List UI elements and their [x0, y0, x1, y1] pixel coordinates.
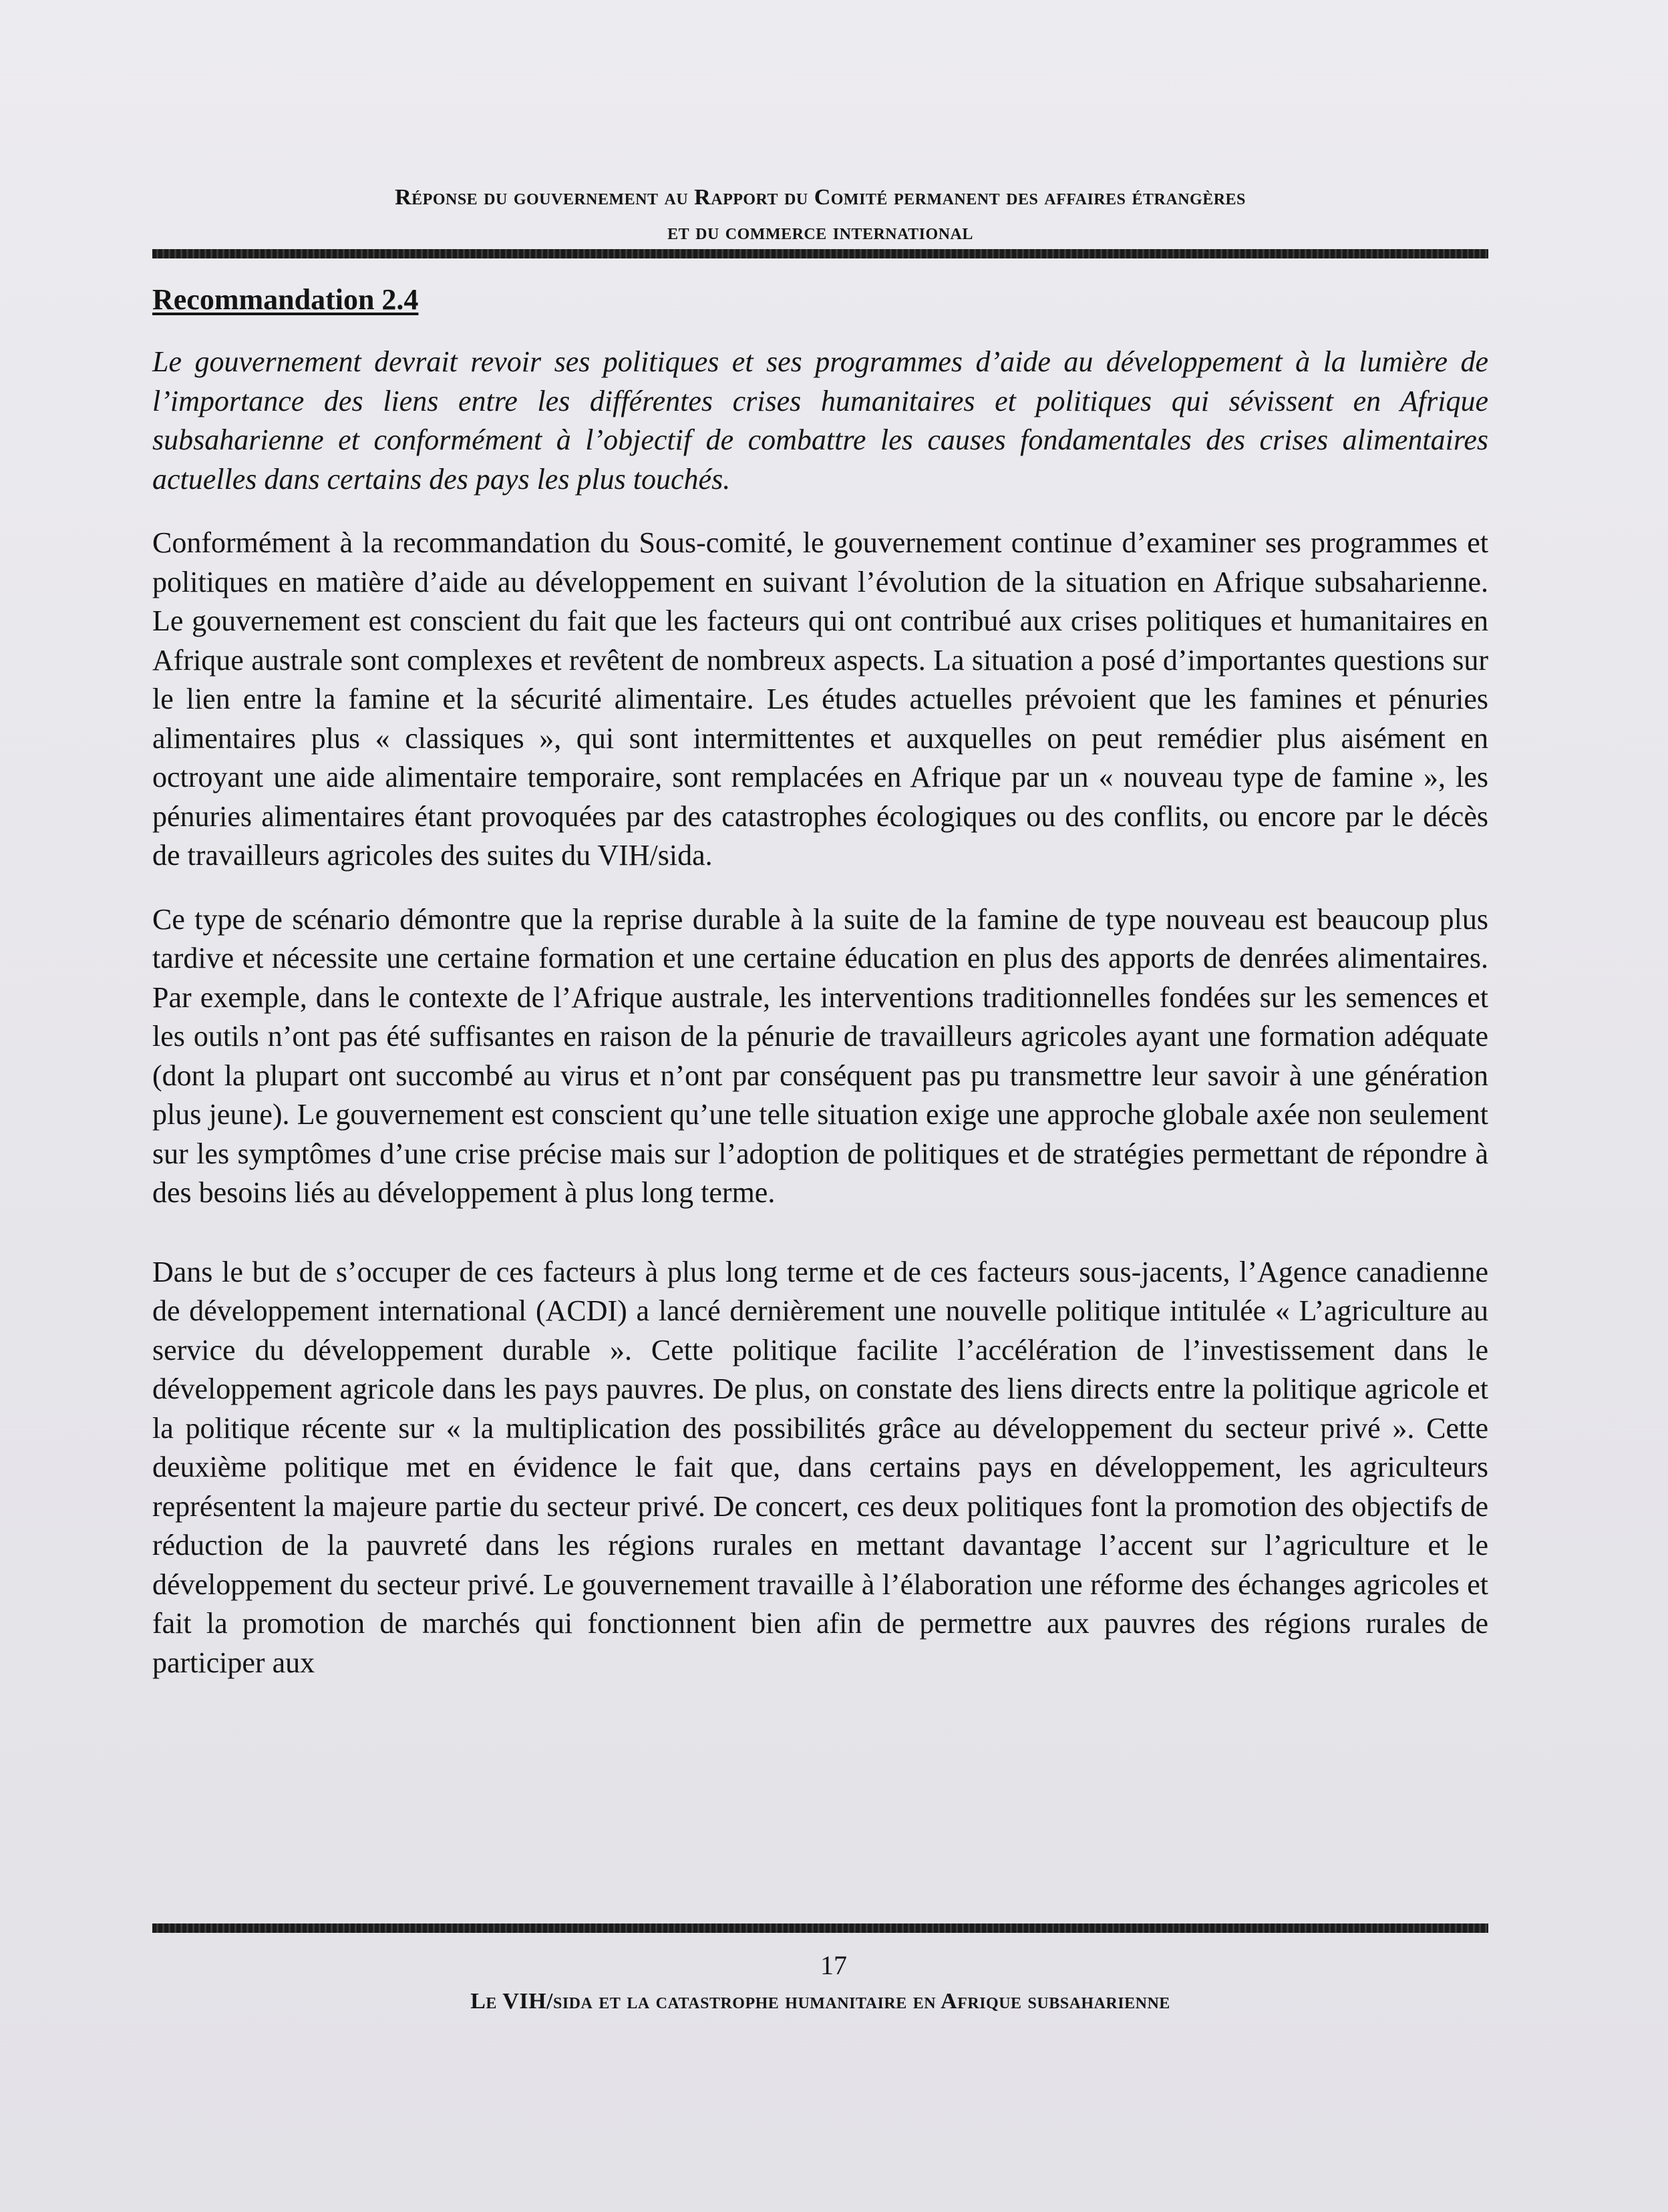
running-header-line-1: Réponse du gouvernement au Rapport du Comité permanent des affaires étrangères: [395, 185, 1246, 210]
section-heading: Recommandation 2.4: [152, 283, 419, 316]
page-body: [152, 281, 1488, 1707]
running-header: [152, 180, 1488, 250]
running-footer: Le VIH/sida et la catastrophe humanitaire en Afrique subsaharienne: [470, 1989, 1170, 2014]
running-header-line-2: et du commerce international: [667, 220, 973, 244]
header-divider: [152, 249, 1488, 258]
footer-divider: [152, 1923, 1488, 1933]
paragraph-1: Conformément à la recommandation du Sous-comité, le gouvernement continue d’examiner ses programmes et politiques en matière d’aide au développement en suivant l’évolution de la situation en Afrique subsaharienne. Le gouvernement est conscient du fait que les facteurs qui ont contribué aux crises politiques et humanitaires en Afrique australe sont complexes et revêtent de nombreux aspects. La situation a posé d’importantes questions sur le lien entre la famine et la sécurité alimentaire. Les études actuelles prévoient que les famines et pénuries alimentaires plus « classiques », qui sont intermittentes et auxquelles on peut remédier plus aisément en octroyant une aide alimentaire temporaire, sont remplacées en Afrique par un « nouveau type de famine », les pénuries alimentaires étant provoquées par des catastrophes écologiques ou des conflits, ou encore par le décès de travailleurs agricoles des suites du VIH/sida.: [152, 526, 1488, 872]
paragraph-3: Dans le but de s’occuper de ces facteurs à plus long terme et de ces facteurs sous-jacents, l’Agence canadienne de développement international (ACDI) a lancé dernièrement une nouvelle politique intitulée « L’agriculture au service du développement durable ». Cette politique facilite l’accélération de l’investissement dans le développement agricole dans les pays pauvres. De plus, on constate des liens directs entre la politique agricole et la politique récente sur « la multiplication des possibilités grâce au développement du secteur privé ». Cette deuxième politique met en évidence le fait que, dans certains pays en développement, les agriculteurs représentent la majeure partie du secteur privé. De concert, ces deux politiques font la promotion des objectifs de réduction de la pauvreté dans les régions rurales en mettant davantage l’accent sur l’agriculture et le développement du secteur privé. Le gouvernement travaille à l’élaboration une réforme des échanges agricoles et fait la promotion de marchés qui fonctionnent bien afin de permettre aux pauvres des régions rurales de participer aux: [152, 1255, 1488, 1679]
recommendation-text: Le gouvernement devrait revoir ses politiques et ses programmes d’aide au développement à la lumière de l’importance des liens entre les différentes crises humanitaires et politiques qui sévissent en Afrique subsaharienne et conformément à l’objectif de combattre les causes fondamentales des crises alimentaires actuelles dans certains des pays les plus touchés.: [152, 345, 1488, 496]
page-number: 17: [820, 1950, 847, 1980]
paragraph-2: Ce type de scénario démontre que la reprise durable à la suite de la famine de type nouveau est beaucoup plus tardive et nécessite une certaine formation et une certaine éducation en plus des apports de denrées alimentaires. Par exemple, dans le contexte de l’Afrique australe, les interventions traditionnelles fondées sur les semences et les outils n’ont pas été suffisantes en raison de la pénurie de travailleurs agricoles ayant une formation adéquate (dont la plupart ont succombé au virus et n’ont par conséquent pas pu transmettre leur savoir à une génération plus jeune). Le gouvernement est conscient qu’une telle situation exige une approche globale axée non seulement sur les symptômes d’une crise précise mais sur l’adoption de politiques et de stratégies permettant de répondre à des besoins liés au développement à plus long terme.: [152, 902, 1488, 1209]
